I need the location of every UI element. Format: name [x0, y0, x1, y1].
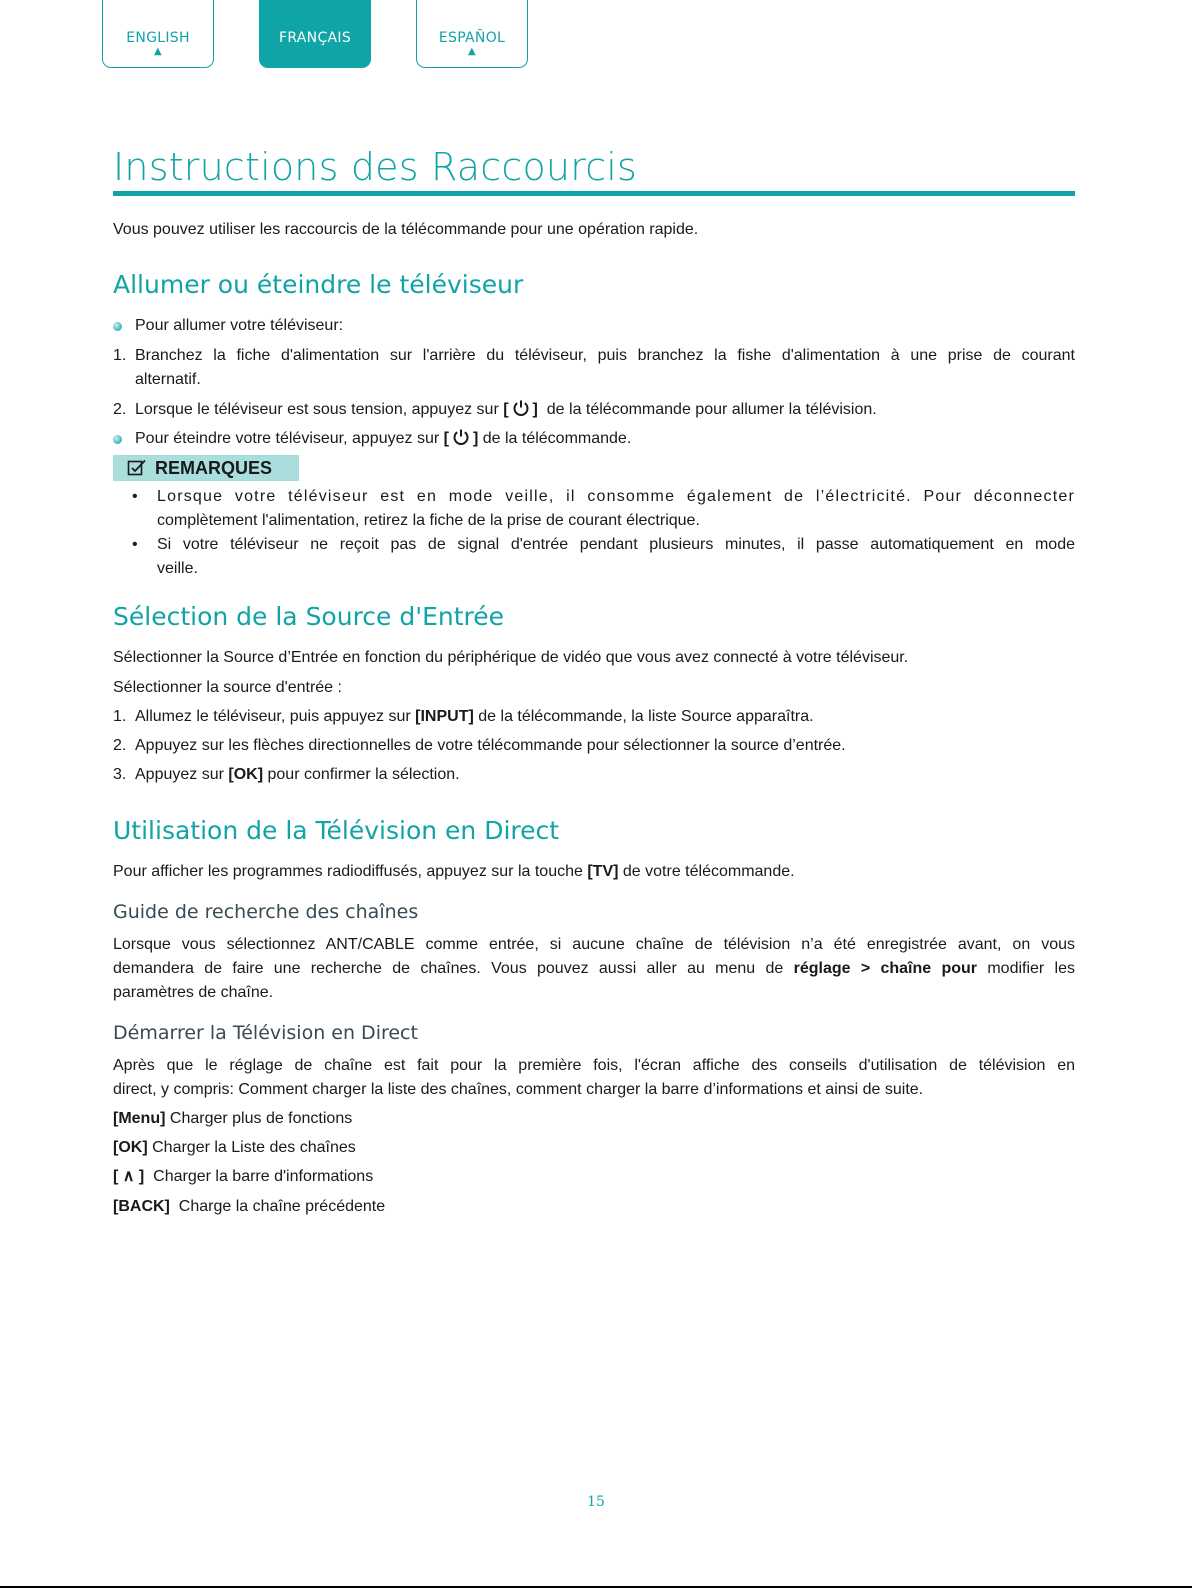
power-off-text-b: de la télécommande.	[482, 430, 632, 447]
shortcut-back	[113, 1195, 385, 1219]
note-2-line2: veille.	[157, 560, 198, 577]
ok-key: [OK]	[113, 1139, 148, 1156]
livetv-line-1-a: Pour afficher les programmes radiodiffusés, appuyez sur la touche	[113, 863, 583, 880]
power-icon	[512, 399, 530, 425]
channel-scan-line2-b: modifier les	[987, 960, 1076, 977]
channel-scan-line3: paramètres de chaîne.	[113, 984, 274, 1001]
input-step1	[135, 705, 814, 729]
ok-key: [OK]	[228, 766, 264, 783]
input-line-1: Sélectionner la Source d’Entrée en fonction du périphérique de vidéo que vous avez connecté à votre téléviseur.	[113, 649, 909, 666]
back-key: [BACK]	[113, 1198, 170, 1215]
start-livetv-line1: Après que le réglage de chaîne est fait pour la première fois, l'écran affiche des conseils d'utilisation de télévision en	[113, 1057, 1075, 1074]
input-line-2: Sélectionner la source d'entrée :	[113, 679, 342, 696]
input-step2: Appuyez sur les flèches directionnelles de votre télécommande pour sélectionner la source d’entrée.	[135, 737, 846, 754]
livetv-line-1	[113, 860, 795, 884]
note-1	[157, 485, 1075, 533]
note-edit-icon	[127, 459, 147, 477]
shortcut-ok	[113, 1136, 356, 1160]
step-number: 2.	[113, 737, 127, 754]
arrow-up-icon: ▲	[154, 46, 162, 57]
power-step1-line2: alternatif.	[135, 371, 201, 388]
subsection-start-livetv-heading: Démarrer la Télévision en Direct	[113, 1022, 418, 1044]
input-step1-a: Allumez le téléviseur, puis appuyez sur	[135, 708, 411, 725]
step-number: 3.	[113, 766, 127, 783]
tab-english-label: ENGLISH	[126, 30, 190, 46]
bullet-dot-icon	[113, 435, 122, 444]
section-livetv-heading: Utilisation de la Télévision en Direct	[113, 816, 560, 845]
ok-key-desc: Charger la Liste des chaînes	[152, 1139, 356, 1156]
bracket-close: ]	[532, 401, 538, 418]
input-step1-b: de la télécommande, la liste Source apparaîtra.	[478, 708, 814, 725]
up-key-desc: Charger la barre d'informations	[153, 1168, 374, 1185]
bracket-open: [	[503, 401, 509, 418]
step-number: 2.	[113, 401, 127, 418]
title-divider	[113, 191, 1075, 196]
shortcut-up	[113, 1165, 373, 1189]
page-title: Instructions des Raccourcis	[113, 145, 638, 189]
back-key-desc: Charge la chaîne précédente	[178, 1198, 386, 1215]
input-step3-b: pour confirmer la sélection.	[267, 766, 460, 783]
settings-path: réglage > chaîne pour	[793, 960, 978, 977]
livetv-line-1-b: de votre télécommande.	[622, 863, 795, 880]
menu-key: [Menu]	[113, 1110, 166, 1127]
tab-espanol[interactable]	[416, 0, 528, 68]
notes-label: REMARQUES	[155, 457, 273, 478]
channel-scan-line2	[113, 957, 1075, 981]
notes-tag	[113, 455, 299, 481]
tab-english[interactable]	[102, 0, 214, 68]
language-tabs	[102, 0, 573, 68]
input-key: [INPUT]	[415, 708, 474, 725]
note-1-line1: Lorsque votre téléviseur est en mode veille, il consomme également de l’électricité. Pour déconnecter	[157, 488, 1075, 505]
intro-text: Vous pouvez utiliser les raccourcis de la télécommande pour une opération rapide.	[113, 221, 699, 238]
note-2-line1: Si votre téléviseur ne reçoit pas de signal d'entrée pendant plusieurs minutes, il passe automatiquement en mode	[157, 536, 1075, 553]
power-on-bullet: Pour allumer votre téléviseur:	[135, 317, 344, 334]
menu-key-desc: Charger plus de fonctions	[169, 1110, 353, 1127]
power-step1	[135, 344, 1075, 392]
note-1-line2: complètement l'alimentation, retirez la fiche de la prise de courant électrique.	[157, 512, 700, 529]
power-icon	[452, 428, 470, 454]
power-off-text-a: Pour éteindre votre téléviseur, appuyez sur	[135, 430, 440, 447]
tab-espanol-label: ESPAÑOL	[438, 30, 506, 46]
tab-francais[interactable]	[259, 0, 371, 68]
page-number: 15	[587, 1494, 605, 1510]
input-step3-a: Appuyez sur	[135, 766, 224, 783]
power-step2-text-a: Lorsque le téléviseur est sous tension, appuyez sur	[135, 401, 499, 418]
power-step2-text-b: de la télécommande pour allumer la télévision.	[546, 401, 877, 418]
tab-francais-label: FRANÇAIS	[278, 30, 352, 46]
bracket-open: [	[443, 430, 449, 447]
power-off-bullet	[135, 427, 631, 454]
step-number: 1.	[113, 708, 127, 725]
arrow-up-icon: ▲	[468, 46, 476, 57]
note-bullet: •	[132, 488, 138, 505]
input-step3	[135, 763, 460, 787]
tv-key: [TV]	[587, 863, 619, 880]
note-2	[157, 533, 1075, 581]
channel-scan-line1: Lorsque vous sélectionnez ANT/CABLE comme entrée, si aucune chaîne de télévision n’a été enregistrée avant, on vous	[113, 936, 1075, 953]
channel-scan-text	[113, 933, 1075, 1005]
step-number: 1.	[113, 347, 127, 364]
start-livetv-line2: direct, y compris: Comment charger la liste des chaînes, comment charger la barre d’informations et ainsi de suite.	[113, 1081, 924, 1098]
power-step1-line1: Branchez la fiche d'alimentation sur l'arrière du téléviseur, puis branchez la fishe d'alimentation à une prise de courant	[135, 347, 1075, 364]
channel-scan-line2-a: demandera de faire une recherche de chaînes. Vous pouvez aussi aller au menu de	[113, 960, 784, 977]
bullet-dot-icon	[113, 322, 122, 331]
up-key: [ ∧ ]	[113, 1168, 145, 1185]
subsection-channel-scan-heading: Guide de recherche des chaînes	[113, 901, 419, 923]
shortcut-menu	[113, 1107, 352, 1131]
section-power-heading: Allumer ou éteindre le téléviseur	[113, 270, 524, 299]
section-input-heading: Sélection de la Source d'Entrée	[113, 602, 505, 631]
start-livetv-text	[113, 1054, 1075, 1102]
power-step2	[135, 398, 877, 425]
note-bullet: •	[132, 536, 138, 553]
bracket-close: ]	[472, 430, 479, 447]
